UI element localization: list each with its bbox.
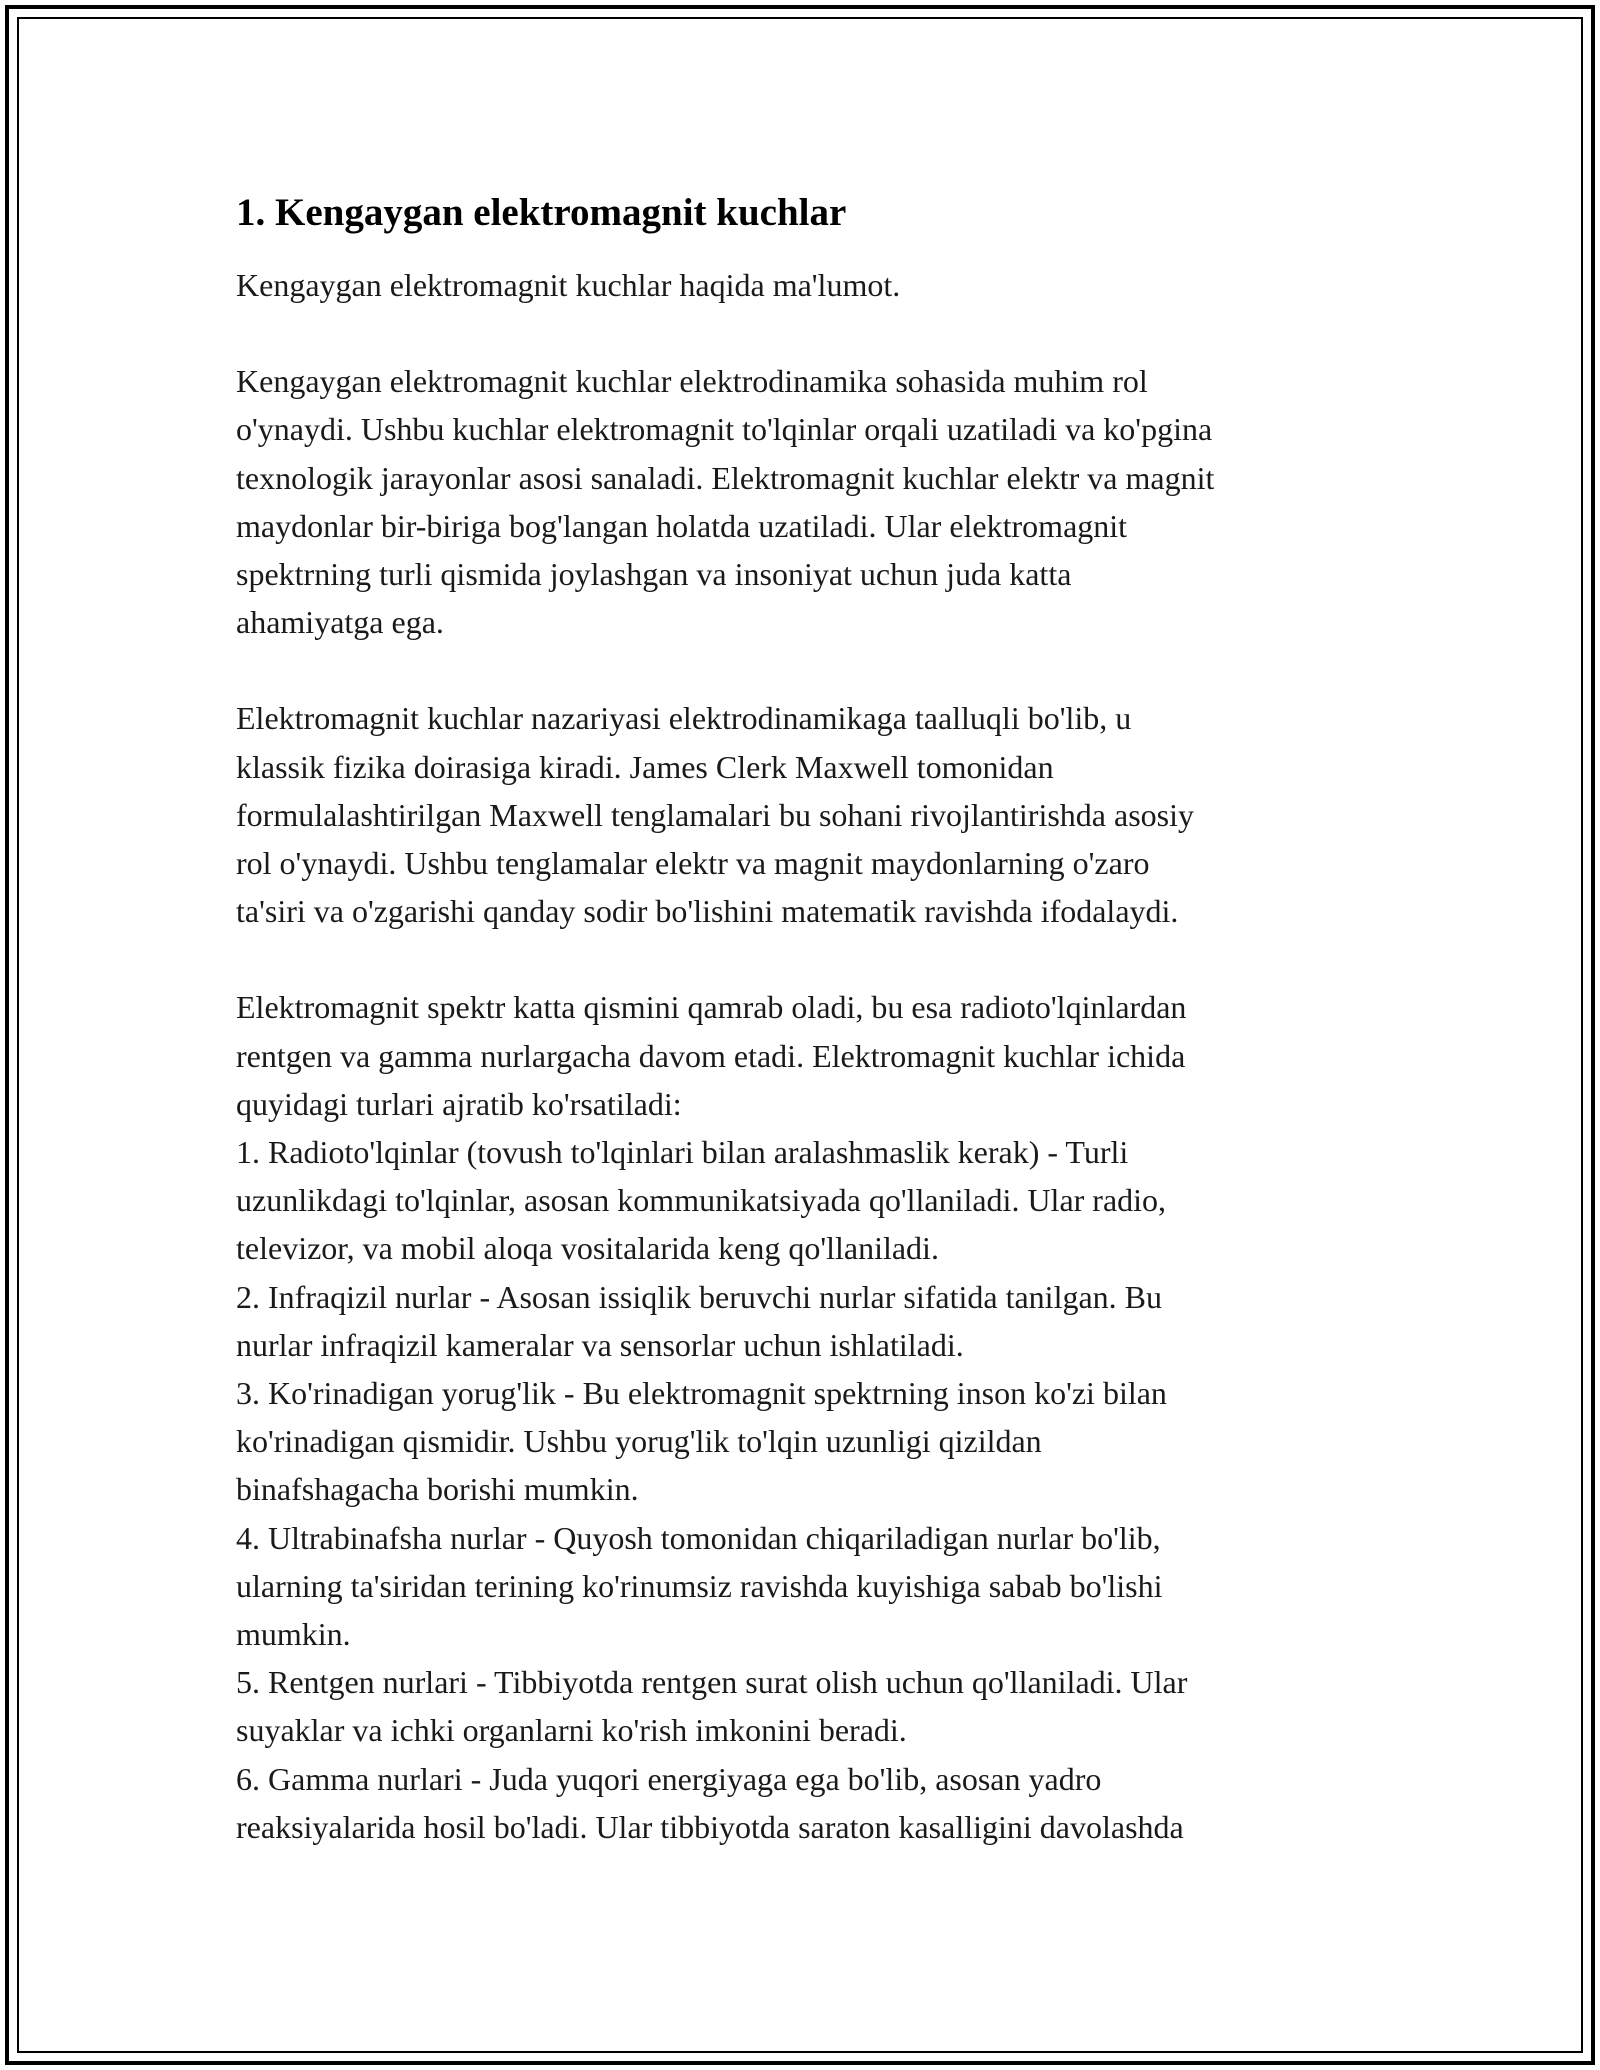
- paragraph-spacer: [236, 309, 1366, 357]
- document-body: [236, 185, 1366, 1851]
- text-line: ko'rinadigan qismidir. Ushbu yorug'lik to'lqin uzunligi qizildan: [236, 1423, 1042, 1460]
- text-line: quyidagi turlari ajratib ko'rsatiladi:: [236, 1085, 682, 1122]
- list-item: 1. Radioto'lqinlar (tovush to'lqinlari bilan aralashmaslik kerak) - Turli: [236, 1134, 1129, 1171]
- text-line: reaksiyalarida hosil bo'ladi. Ular tibbiyotda saraton kasalligini davolashda: [236, 1808, 1184, 1845]
- text-line: uzunlikdagi to'lqinlar, asosan kommunikatsiyada qo'llaniladi. Ular radio,: [236, 1182, 1167, 1219]
- paragraph-spacer: [236, 935, 1366, 983]
- text-line: Elektromagnit spektr katta qismini qamrab oladi, bu esa radioto'lqinlardan: [236, 989, 1187, 1026]
- text-line: Kengaygan elektromagnit kuchlar elektrodinamika sohasida muhim rol: [236, 363, 1148, 400]
- text-line: ta'siri va o'zgarishi qanday sodir bo'lishini matematik ravishda ifodalaydi.: [236, 893, 1179, 930]
- text-line: spektrning turli qismida joylashgan va insoniyat uchun juda katta: [236, 556, 1072, 593]
- list-item: 3. Ko'rinadigan yorug'lik - Bu elektromagnit spektrning inson ko'zi bilan: [236, 1375, 1167, 1412]
- text-line: maydonlar bir-biriga bog'langan holatda uzatiladi. Ular elektromagnit: [236, 507, 1128, 544]
- text-line: formulalashtirilgan Maxwell tenglamalari bu sohani rivojlantirishda asosiy: [236, 796, 1194, 833]
- list-item: 4. Ultrabinafsha nurlar - Quyosh tomonidan chiqariladigan nurlar bo'lib,: [236, 1519, 1161, 1556]
- intro-line: Kengaygan elektromagnit kuchlar haqida ma'lumot.: [236, 267, 901, 303]
- paragraph-1: [236, 357, 1366, 646]
- text-line: binafshagacha borishi mumkin.: [236, 1471, 639, 1508]
- text-line: nurlar infraqizil kameralar va sensorlar uchun ishlatiladi.: [236, 1326, 964, 1363]
- title-spacer: [236, 241, 1366, 261]
- text-line: o'ynaydi. Ushbu kuchlar elektromagnit to'lqinlar orqali uzatiladi va ko'pgina: [236, 411, 1213, 448]
- text-line: rentgen va gamma nurlargacha davom etadi. Elektromagnit kuchlar ichida: [236, 1037, 1186, 1074]
- text-line: texnologik jarayonlar asosi sanaladi. Elektromagnit kuchlar elektr va magnit: [236, 459, 1215, 496]
- paragraph-2: [236, 694, 1366, 935]
- text-line: ularning ta'siridan terining ko'rinumsiz ravishda kuyishiga sabab bo'lishi: [236, 1567, 1163, 1604]
- list-item: 2. Infraqizil nurlar - Asosan issiqlik beruvchi nurlar sifatida tanilgan. Bu: [236, 1278, 1162, 1315]
- list-item: 5. Rentgen nurlari - Tibbiyotda rentgen surat olish uchun qo'llaniladi. Ular: [236, 1664, 1188, 1701]
- paragraph-spacer: [236, 646, 1366, 694]
- text-line: Elektromagnit kuchlar nazariyasi elektrodinamikaga taalluqli bo'lib, u: [236, 700, 1132, 737]
- text-line: klassik fizika doirasiga kiradi. James Clerk Maxwell tomonidan: [236, 748, 1054, 785]
- text-line: rol o'ynaydi. Ushbu tenglamalar elektr va magnit maydonlarning o'zaro: [236, 845, 1150, 882]
- text-line: mumkin.: [236, 1616, 351, 1653]
- text-line: ahamiyatga ega.: [236, 604, 444, 641]
- paragraph-3: [236, 983, 1366, 1851]
- text-line: televizor, va mobil aloqa vositalarida keng qo'llaniladi.: [236, 1230, 939, 1267]
- document-title: 1. Kengaygan elektromagnit kuchlar: [236, 191, 847, 234]
- text-line: suyaklar va ichki organlarni ko'rish imkonini beradi.: [236, 1712, 907, 1749]
- list-item: 6. Gamma nurlari - Juda yuqori energiyaga ega bo'lib, asosan yadro: [236, 1760, 1102, 1797]
